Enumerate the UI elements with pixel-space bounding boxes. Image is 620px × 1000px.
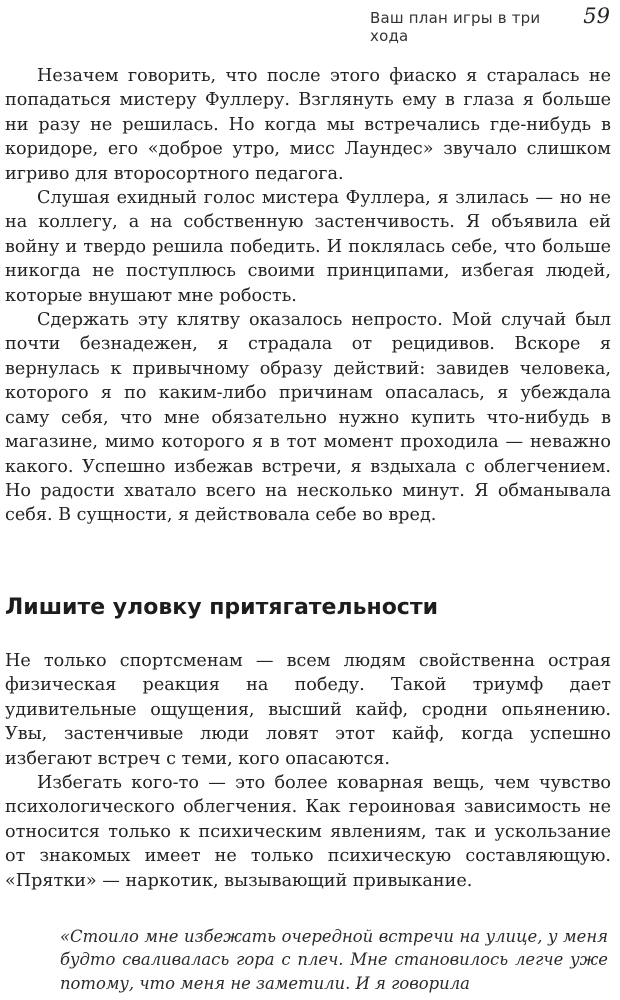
paragraph: Избегать кого-то — это более коварная вещь, чем чувство психологического облегчения. Как героиновая зависимость не относится только к психическим явлениям, так и ускользание от знакомых имеет не только психическую составляющую. «Прятки» — наркотик, вызывающий привыкание. xyxy=(5,773,611,891)
paragraph: Незачем говорить, что после этого фиаско я старалась не попадаться мистеру Фуллеру. Взглянуть ему в глаза я больше ни разу не решилась. Но когда мы встречались где-нибудь в коридоре, его «доброе утро, мисс Лаундес» звучало слишком игриво для второсортного педагога. xyxy=(5,66,611,184)
body-section-2 xyxy=(5,649,611,893)
block-quote: «Стоило мне избежать очередной встречи на улице, у меня будто сваливалась гора с плеч. Мне становилось легче уже потому, что меня не заметили. И я говорила xyxy=(60,927,608,993)
body-section-1 xyxy=(5,64,611,528)
section-heading: Лишите уловку притягательности xyxy=(5,595,439,620)
running-title: Ваш план игры в три хода xyxy=(370,9,541,45)
paragraph: Слушая ехидный голос мистера Фуллера, я злилась — но не на коллегу, а на собственную застенчивость. Я объявила ей войну и твердо решила победить. И поклялась себе, что больше никогда не поступлюсь своими принципами, избегая людей, которые внушают мне робость. xyxy=(5,188,611,306)
paragraph: Не только спортсменам — всем людям свойственна острая физическая реакция на победу. Такой триумф дает удивительные ощущения, высший кайф, сродни опьянению. Увы, застенчивые люди ловят этот кайф, когда успешно избегают встреч с теми, кого опасаются. xyxy=(5,651,611,769)
paragraph: Сдержать эту клятву оказалось непросто. Мой случай был почти безнадежен, я страдала от рецидивов. Вскоре я вернулась к привычному образу действий: завидев человека, которого я по каким-либо причинам опасалась, я убеждала саму себя, что мне обязательно нужно купить что-нибудь в магазине, мимо которого я в тот момент проходила — неважно какого. Успешно избежав встречи, я вздыхала с облегчением. Но радости хватало всего на несколько минут. Я обманывала себя. В сущности, я действовала себе во вред. xyxy=(5,310,611,526)
page-number: 59 xyxy=(583,4,610,28)
running-header xyxy=(370,4,610,45)
